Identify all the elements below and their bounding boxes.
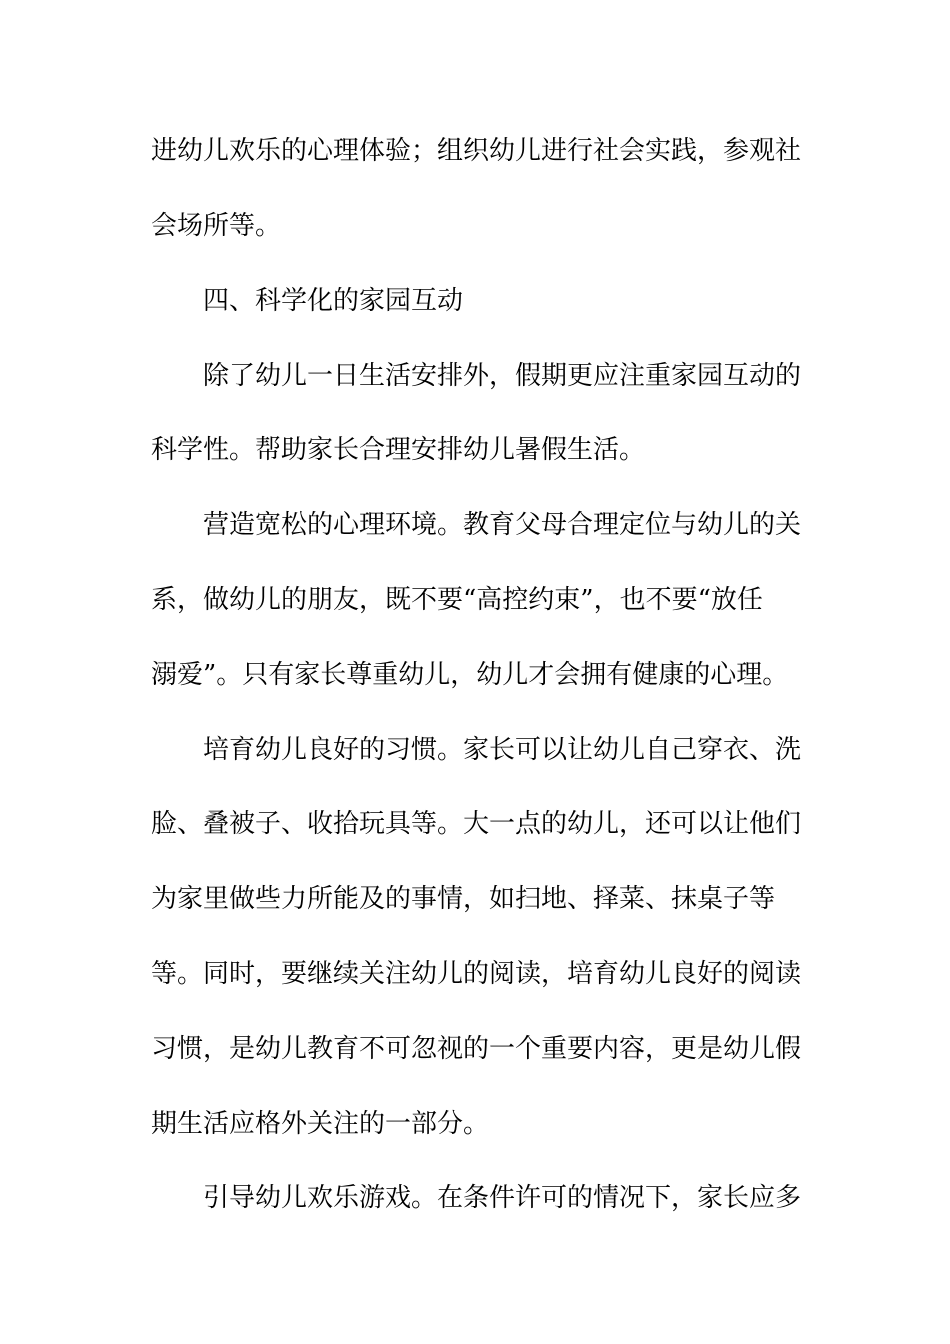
paragraph-line: 等。同时，要继续关注幼儿的阅读，培育幼儿良好的阅读 (151, 959, 802, 989)
text-line-1: 进幼儿欢乐的心理体验；组织幼儿进行社会实践，参观社 (151, 136, 802, 166)
paragraph-line: 为家里做些力所能及的事情，如扫地、择菜、抹桌子等 (151, 884, 776, 914)
section-heading: 四、科学化的家园互动 (203, 286, 464, 316)
paragraph-line: 脸、叠被子、收拾玩具等。大一点的幼儿，还可以让他们 (151, 809, 802, 839)
paragraph-line: 引导幼儿欢乐游戏。在条件许可的情况下，家长应多 (203, 1183, 802, 1213)
paragraph-line: 营造宽松的心理环境。教育父母合理定位与幼儿的关 (203, 510, 802, 540)
paragraph-line: 期生活应格外关注的一部分。 (151, 1109, 490, 1139)
text-line-2: 会场所等。 (151, 211, 282, 241)
paragraph-line: 除了幼儿一日生活安排外，假期更应注重家园互动的 (203, 361, 802, 391)
paragraph-line: 科学性。帮助家长合理安排幼儿暑假生活。 (151, 435, 646, 465)
paragraph-line: 系，做幼儿的朋友，既不要“高控约束”，也不要“放任 (151, 585, 763, 615)
paragraph-line: 培育幼儿良好的习惯。家长可以让幼儿自己穿衣、洗 (203, 735, 802, 765)
paragraph-line: 溺爱”。只有家长尊重幼儿，幼儿才会拥有健康的心理。 (151, 660, 789, 690)
paragraph-line: 习惯，是幼儿教育不可忽视的一个重要内容，更是幼儿假 (151, 1034, 802, 1064)
